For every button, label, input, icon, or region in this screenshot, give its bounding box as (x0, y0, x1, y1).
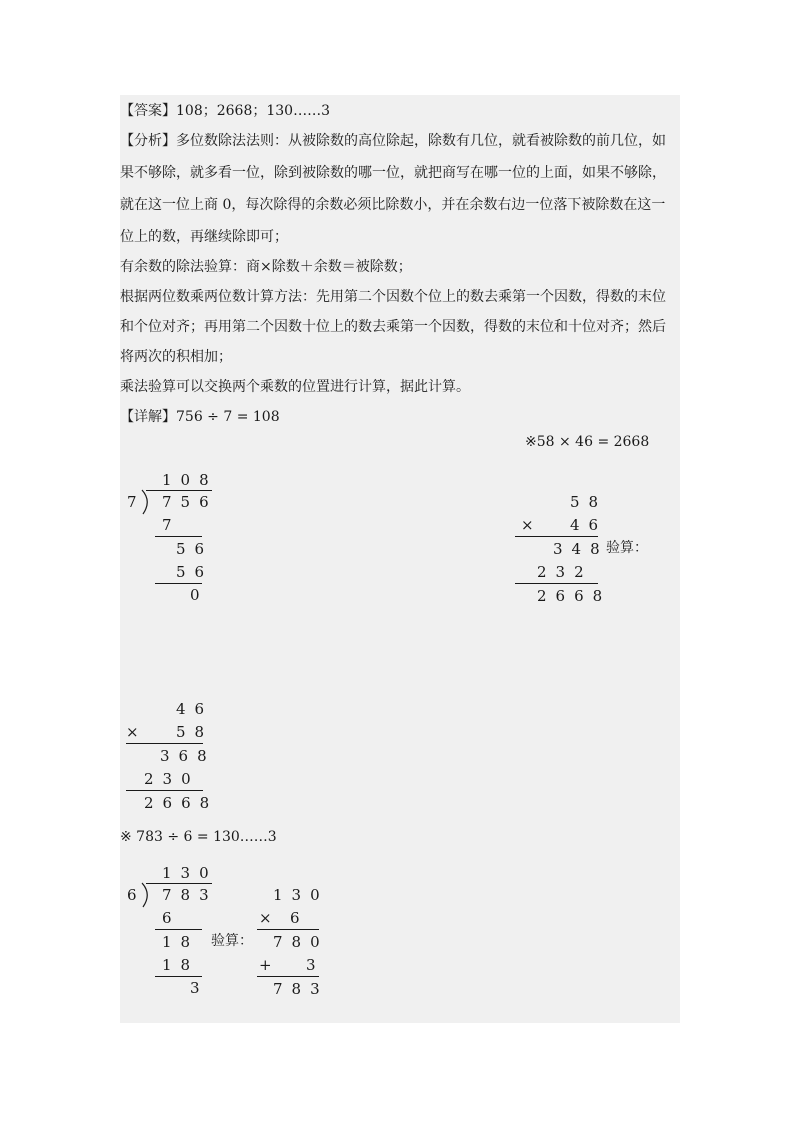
div2-step3: 18 (162, 956, 200, 974)
div1-rule2 (155, 583, 202, 584)
mult1-result: 2668 (537, 587, 612, 605)
div2-check-label: 验算： (211, 933, 253, 949)
div1-dividend: 756 (162, 493, 218, 511)
detail-label: 【详解】756 ÷ 7 = 108 (120, 409, 280, 425)
div2-bar (146, 883, 212, 884)
analysis-line-2: 果不够除，就多看一位，除到被除数的哪一位，就把商写在哪一位的上面，如果不够除， (120, 165, 666, 181)
mult2-b: 58 (176, 723, 214, 741)
analysis-line-4: 位上的数，再继续除即可； (120, 229, 288, 245)
div2-dividend: 783 (162, 886, 218, 904)
check2-rule2 (257, 976, 319, 977)
div1-rule1 (155, 536, 202, 537)
check-rule-line: 有余数的除法验算：商×除数＋余数＝被除数； (120, 259, 412, 275)
mult2-result: 2668 (144, 794, 219, 812)
mult2-rule1 (126, 743, 203, 744)
check2-result: 783 (273, 980, 329, 998)
div2-rule2 (155, 976, 202, 977)
div2-quotient: 130 (162, 864, 218, 882)
div1-step3: 56 (176, 563, 214, 581)
note-58x46: ※58 × 46 = 2668 (525, 434, 650, 450)
answer-line: 【答案】108；2668；130……3 (120, 103, 330, 119)
div1-divisor: 7 (127, 493, 137, 511)
div1-bar (146, 490, 212, 491)
analysis-line-3: 就在这一位上商 0，每次除得的余数必须比除数小，并在余数右边一位落下被除数在这一 (120, 197, 666, 213)
check2-product: 780 (273, 933, 329, 951)
verify-line: 乘法验算可以交换两个乘数的位置进行计算，据此计算。 (120, 379, 470, 395)
mult1-p1: 348 (553, 540, 609, 558)
check2-rule1 (257, 929, 319, 930)
div1-step2: 56 (176, 540, 214, 558)
check2-add: 3 (306, 956, 316, 974)
check2-a: 130 (273, 886, 329, 904)
div2-step2: 18 (162, 933, 200, 951)
note-783div6: ※ 783 ÷ 6 = 130……3 (120, 829, 277, 845)
div2-rule1 (155, 929, 202, 930)
mult2-p1: 368 (160, 747, 216, 765)
div2-divisor: 6 (127, 886, 137, 904)
div1-step1: 7 (162, 516, 172, 534)
method-line-2: 和个位对齐；再用第二个因数十位上的数去乘第一个因数，得数的末位和十位对齐；然后 (120, 319, 666, 335)
mult1-check-label: 验算： (606, 540, 648, 556)
check2-times: × (259, 909, 272, 927)
mult1-rule1 (515, 536, 598, 537)
div1-quotient: 108 (162, 471, 218, 489)
mult2-rule2 (126, 790, 203, 791)
mult2-times: × (126, 723, 139, 741)
method-line-1: 根据两位数乘两位数计算方法：先用第二个因数个位上的数去乘第一个因数，得数的末位 (120, 289, 666, 305)
analysis-line-1: 【分析】多位数除法法则：从被除数的高位除起，除数有几位，就看被除数的前几位，如 (120, 133, 666, 149)
div1-remainder: 0 (190, 586, 200, 604)
mult2-a: 46 (176, 700, 214, 718)
method-line-3: 将两次的积相加； (120, 349, 232, 365)
mult1-times: × (521, 516, 534, 534)
mult1-a: 58 (570, 493, 608, 511)
div2-bracket (140, 881, 154, 909)
check2-b: 6 (290, 909, 300, 927)
mult1-p2: 232 (537, 563, 593, 581)
div2-remainder: 3 (190, 979, 200, 997)
mult1-b: 46 (570, 516, 608, 534)
div2-step1: 6 (162, 909, 172, 927)
check2-plus: + (259, 956, 272, 974)
mult2-p2: 230 (144, 770, 200, 788)
mult1-rule2 (515, 583, 598, 584)
div1-bracket (140, 488, 154, 516)
